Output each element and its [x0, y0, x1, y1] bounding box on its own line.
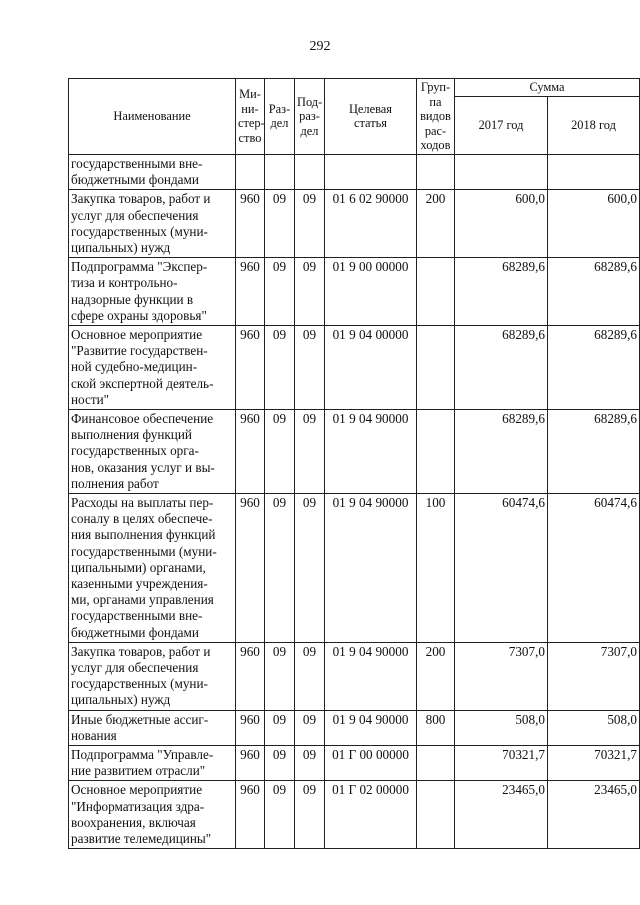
row-name: Основное мероприятие "Информатизация здра- воохранения, включая развитие телемедицины"	[69, 781, 236, 849]
header-name: Наименование	[69, 79, 236, 155]
row-sum-2017: 23465,0	[455, 781, 548, 849]
row-target: 01 9 04 90000	[325, 494, 417, 643]
row-target: 01 9 04 90000	[325, 710, 417, 745]
row-ministry: 960	[236, 781, 265, 849]
row-name: Подпрограмма "Экспер- тиза и контрольно- надзорные функции в сфере охраны здоровья"	[69, 258, 236, 326]
row-section	[265, 154, 295, 189]
header-year-2017: 2017 год	[455, 96, 548, 154]
table-row	[69, 781, 640, 849]
header-year-2018: 2018 год	[548, 96, 640, 154]
row-sum-2018: 508,0	[548, 710, 640, 745]
row-name: государственными вне- бюджетными фондами	[69, 154, 236, 189]
row-target: 01 9 04 90000	[325, 410, 417, 494]
row-ministry: 960	[236, 746, 265, 781]
row-section: 09	[265, 494, 295, 643]
header-sum: Сумма	[455, 79, 640, 97]
row-sum-2018: 68289,6	[548, 410, 640, 494]
row-ministry: 960	[236, 710, 265, 745]
table-body	[69, 154, 640, 848]
header-subsection: Под- раз- дел	[295, 79, 325, 155]
row-target: 01 6 02 90000	[325, 190, 417, 258]
row-subsection: 09	[295, 746, 325, 781]
row-expense-group	[417, 410, 455, 494]
header-section: Раз- дел	[265, 79, 295, 155]
row-sum-2018: 70321,7	[548, 746, 640, 781]
table-row	[69, 710, 640, 745]
row-expense-group	[417, 781, 455, 849]
row-subsection: 09	[295, 258, 325, 326]
row-sum-2017: 7307,0	[455, 642, 548, 710]
row-section: 09	[265, 410, 295, 494]
row-subsection: 09	[295, 781, 325, 849]
row-expense-group: 200	[417, 190, 455, 258]
row-expense-group	[417, 258, 455, 326]
row-subsection: 09	[295, 710, 325, 745]
header-expense-group: Груп- па видов рас- ходов	[417, 79, 455, 155]
row-subsection	[295, 154, 325, 189]
row-ministry: 960	[236, 410, 265, 494]
table-row	[69, 494, 640, 643]
row-name: Основное мероприятие "Развитие государствен- ной судебно-медицин- ской экспертной деятель- ности"	[69, 326, 236, 410]
row-expense-group: 800	[417, 710, 455, 745]
row-sum-2018	[548, 154, 640, 189]
row-sum-2018: 68289,6	[548, 258, 640, 326]
row-name: Финансовое обеспечение выполнения функций государственных орга- нов, оказания услуг и вы- полнения работ	[69, 410, 236, 494]
row-sum-2017: 68289,6	[455, 410, 548, 494]
row-subsection: 09	[295, 642, 325, 710]
row-sum-2017: 70321,7	[455, 746, 548, 781]
row-target	[325, 154, 417, 189]
row-subsection: 09	[295, 326, 325, 410]
table-row	[69, 190, 640, 258]
page-number: 292	[309, 39, 331, 54]
table-row	[69, 154, 640, 189]
row-expense-group	[417, 154, 455, 189]
row-subsection: 09	[295, 410, 325, 494]
row-sum-2017: 508,0	[455, 710, 548, 745]
row-section: 09	[265, 258, 295, 326]
budget-table	[68, 78, 640, 849]
table-row	[69, 746, 640, 781]
row-name: Подпрограмма "Управле- ние развитием отрасли"	[69, 746, 236, 781]
row-name: Закупка товаров, работ и услуг для обеспечения государственных (муни- ципальных) нужд	[69, 190, 236, 258]
row-ministry: 960	[236, 494, 265, 643]
row-target: 01 Г 00 00000	[325, 746, 417, 781]
row-target: 01 9 04 90000	[325, 642, 417, 710]
row-section: 09	[265, 746, 295, 781]
row-sum-2017: 600,0	[455, 190, 548, 258]
row-expense-group	[417, 746, 455, 781]
row-sum-2017: 68289,6	[455, 258, 548, 326]
header-ministry: Ми- ни- стер- ство	[236, 79, 265, 155]
row-subsection: 09	[295, 190, 325, 258]
row-expense-group: 100	[417, 494, 455, 643]
row-ministry: 960	[236, 190, 265, 258]
row-target: 01 9 04 00000	[325, 326, 417, 410]
row-target: 01 9 00 00000	[325, 258, 417, 326]
row-section: 09	[265, 190, 295, 258]
row-expense-group: 200	[417, 642, 455, 710]
row-sum-2018: 60474,6	[548, 494, 640, 643]
header-target: Целевая статья	[325, 79, 417, 155]
row-sum-2017: 60474,6	[455, 494, 548, 643]
row-ministry	[236, 154, 265, 189]
row-section: 09	[265, 642, 295, 710]
row-section: 09	[265, 326, 295, 410]
row-name: Расходы на выплаты пер- соналу в целях обеспече- ния выполнения функций государственными (муни- ципальными) органами, казенными учреждения- ми, органами управления государственными вне- бюджетными фондами	[69, 494, 236, 643]
row-target: 01 Г 02 00000	[325, 781, 417, 849]
row-ministry: 960	[236, 642, 265, 710]
row-sum-2017: 68289,6	[455, 326, 548, 410]
table-header-row	[69, 79, 640, 97]
row-name: Закупка товаров, работ и услуг для обеспечения государственных (муни- ципальных) нужд	[69, 642, 236, 710]
row-sum-2018: 68289,6	[548, 326, 640, 410]
row-sum-2018: 600,0	[548, 190, 640, 258]
row-name: Иные бюджетные ассиг- нования	[69, 710, 236, 745]
row-sum-2018: 7307,0	[548, 642, 640, 710]
table-row	[69, 410, 640, 494]
row-sum-2017	[455, 154, 548, 189]
table-row	[69, 642, 640, 710]
row-ministry: 960	[236, 326, 265, 410]
row-sum-2018: 23465,0	[548, 781, 640, 849]
row-expense-group	[417, 326, 455, 410]
row-section: 09	[265, 710, 295, 745]
row-section: 09	[265, 781, 295, 849]
table-row	[69, 258, 640, 326]
row-subsection: 09	[295, 494, 325, 643]
table-row	[69, 326, 640, 410]
row-ministry: 960	[236, 258, 265, 326]
